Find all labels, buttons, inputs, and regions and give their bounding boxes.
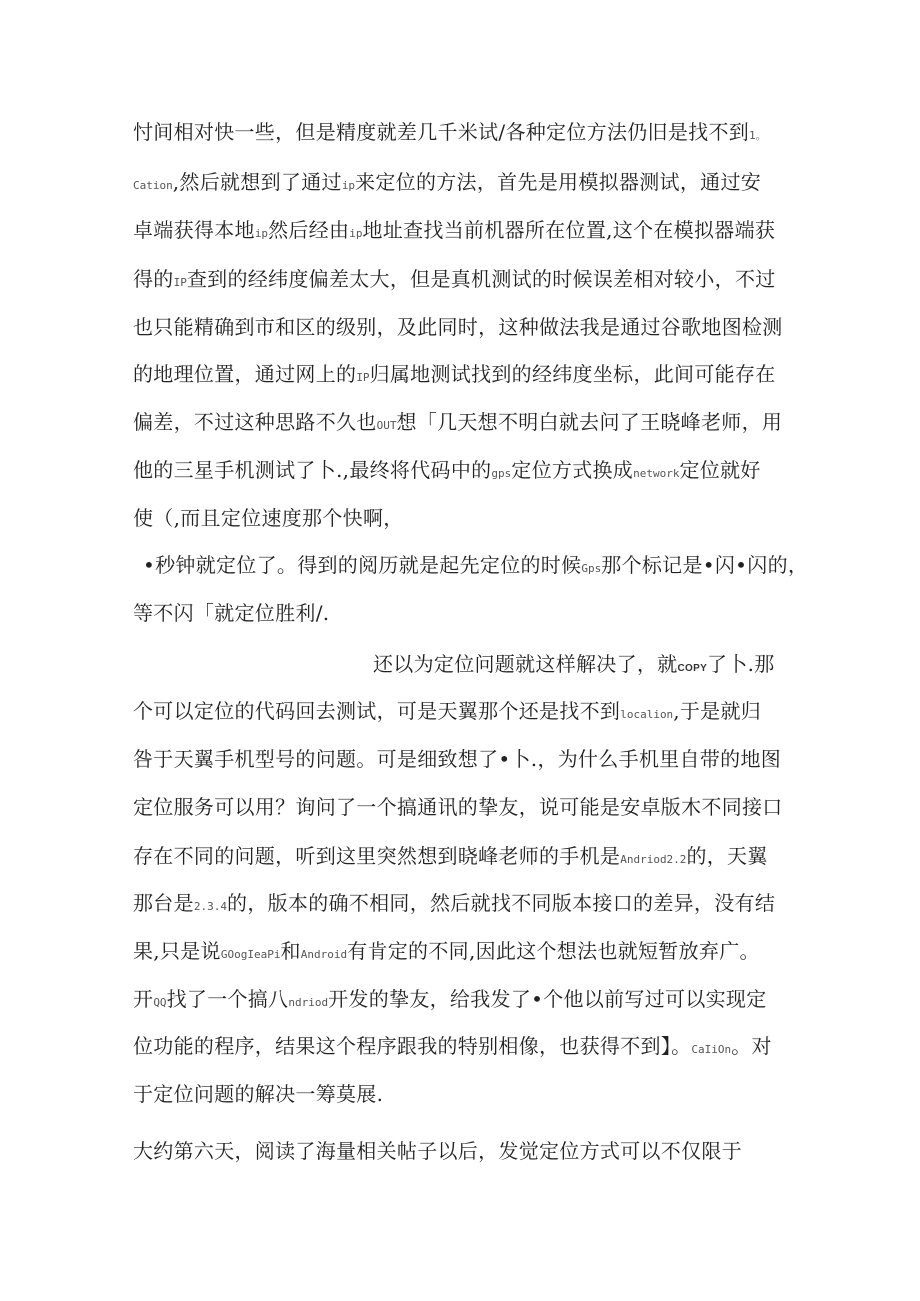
text-line-7: 偏差，不过这种思路不久也OUT想「几天想不明白就去问了王晓峰老师，用 <box>133 410 783 434</box>
text-line-20: 位功能的程序，结果这个程序跟我的特别相像，也获得不到】。CaIiOn。对 <box>133 1034 772 1058</box>
text-line-5: 也只能精确到市和区的级别，及此同时，这种做法我是通过谷歌地图检测 <box>133 315 783 339</box>
text-line-13: 个可以定位的代码回去测试，可是天翼那个还是找不到localion,于是就归 <box>133 699 762 723</box>
text-line-16: 存在不同的问题，听到这里突然想到晓峰老师的手机是Andriod2.2的，天翼 <box>133 844 768 868</box>
text-line-17: 那台是2.3.4的，版本的确不相同，然后就找不同版本接口的差异，没有结 <box>133 891 776 915</box>
text-line-12: 还以为定位问题就这样解决了，就COPY了卜.那 <box>373 652 775 676</box>
text-line-15: 定位服务可以用？询问了一个搞通讯的挚友，说可能是安卓版木不同接口 <box>133 795 783 819</box>
text-line-1: 忖间相对快一些，但是精度就差几千米试/各种定位方法仍旧是找不到1。 <box>133 120 767 144</box>
text-line-8: 他的三星手机测试了卜.,最终将代码中的gps定位方式换成network定位就好 <box>133 458 761 482</box>
text-line-10: •秒钟就定位了。得到的阅历就是起先定位的时候Gps那个标记是•闪•闪的， <box>143 553 809 577</box>
text-line-11: 等不闪「就定位胜利/. <box>133 601 330 625</box>
text-line-2: Cation,然后就想到了通过ip来定位的方法，首先是用模拟器测试，通过安 <box>133 170 762 194</box>
text-line-14: 咎于天翼手机型号的问题。可是细致想了•卜.，为什么手机里自带的地图 <box>133 747 782 771</box>
text-line-6: 的地理位置，通过网上的IP归属地测试找到的经纬度坐标，此间可能存在 <box>133 362 776 386</box>
text-line-22: 大约第六天，阅读了海量相关帖子以后，发觉定位方式可以不仅限于 <box>133 1139 742 1163</box>
text-line-4: 得的IP查到的经纬度偏差太大，但是真机测试的时候误差相对较小，不过 <box>133 267 776 291</box>
text-line-19: 开QQ找了一个搞八ndriod开发的挚友，给我发了•个他以前写过可以实现定 <box>133 987 767 1011</box>
text-line-21: 于定位问题的解决一筹莫展. <box>133 1082 384 1106</box>
text-line-9: 使（,而且定位速度那个快啊， <box>133 506 404 530</box>
text-line-3: 卓端获得本地ip然后经由ip地址查找当前机器所在位置,这个在模拟器端获 <box>133 218 776 242</box>
text-line-18: 果,只是说GOogIeaPi和Android有肯定的不同,因此这个想法也就短暂放弃广。 <box>133 939 760 963</box>
